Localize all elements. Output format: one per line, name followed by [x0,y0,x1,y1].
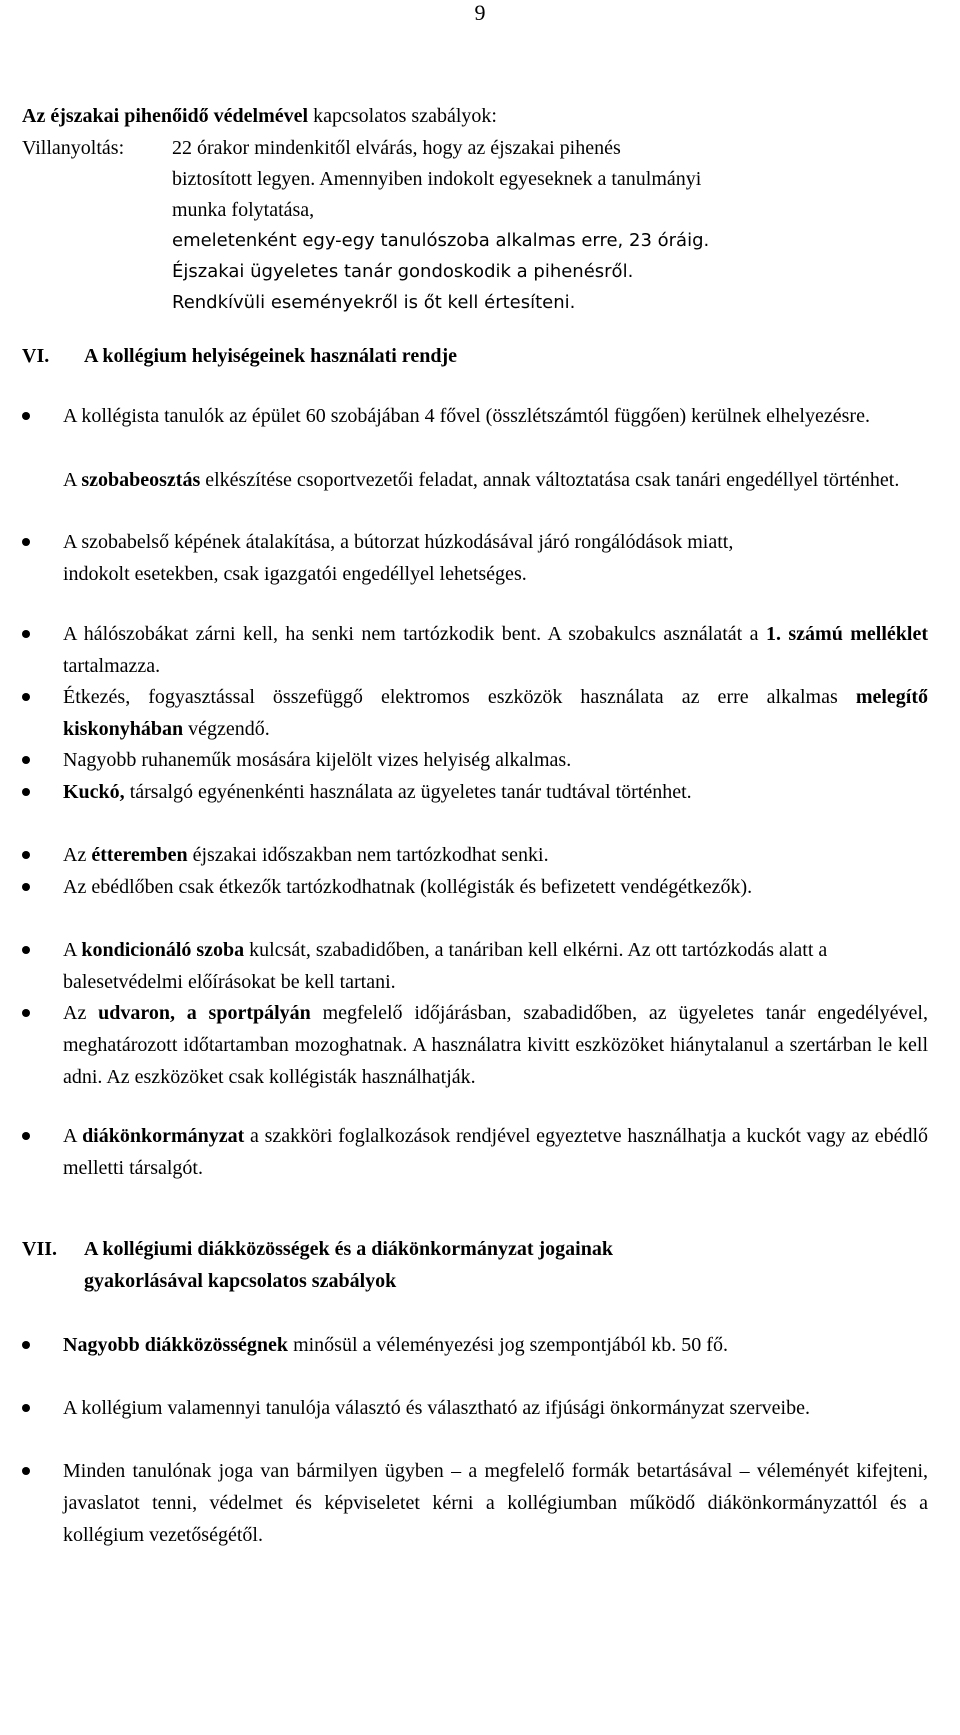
bullet-icon [22,883,30,891]
item-text: éjszakai időszakban nem tartózkodhat senki. [187,844,549,866]
item-text: minősül a véleményezési jog szempontjából kb. 50 fő. [288,1334,728,1356]
item-text: megfelelő időjárásban, szabadidőben, az ügyeletes tanár engedélyével, meghatározott időtartamban mozoghatnak. A használatra kivitt eszközöket hiánytalanul a szertárban le kell adni. Az eszközöket csak kollégisták használhatják. [63,1002,928,1088]
page-number: 9 [474,0,486,25]
item-text: a szakköri foglalkozások rendjével egyeztetve használhatja a kuckót vagy az ebédlő melletti társalgót. [63,1125,929,1179]
item-text: A hálószobákat zárni kell, ha senki nem tartózkodik bent. A szobakulcs asználatát a [63,623,766,645]
list-item [63,997,928,1093]
list-item [63,464,928,496]
item-text: A [63,1125,83,1147]
night-line-5: Éjszakai ügyeletes tanár gondoskodik a pihenésről. [172,261,634,282]
item-bold: szobabeosztás [81,469,201,491]
bullet-icon [22,1009,30,1017]
bullet-icon [22,538,30,546]
item-text: Az [63,1002,99,1024]
item-text: társalgó egyénenkénti használata az ügyeletes tanár tudtával történhet. [124,781,692,803]
bullet-icon [22,630,30,638]
bullet-icon [22,693,30,701]
bullet-icon [22,1341,30,1349]
item-bold: melegítő kiskonyhában [63,686,928,740]
list-item [63,1120,928,1184]
bullet-icon [22,1467,30,1475]
section-7-number: VII. [22,1238,58,1260]
list-item: Nagyobb ruhaneműk mosására kijelölt vizes helyiség alkalmas. [63,749,572,771]
item-text: A [63,469,82,491]
list-item [63,1329,928,1361]
section-6-number: VI. [22,345,50,367]
list-item: A kollégista tanulók az épület 60 szobájában 4 fővel (összlétszámtól függően) kerülnek elhelyezésre. [63,405,870,427]
bullet-icon [22,412,30,420]
bullet-icon [22,1404,30,1412]
night-heading-bold: Az éjszakai pihenőidő védelmével [22,105,309,127]
item-text: A [63,939,82,961]
item-bold: diákönkormányzat [82,1125,245,1147]
item-bold: étteremben [91,844,188,866]
item-text: kulcsát, szabadidőben, a tanáriban kell elkérni. Az ott tartózkodás alatt a balesetvédelmi előírásokat be kell tartani. [63,939,828,993]
item-text: elkészítése csoportvezetői feladat, annak változtatása csak tanári engedéllyel történhet. [200,469,900,491]
item-bold: kondicionáló szoba [81,939,245,961]
section-6-title: A kollégium helyiségeinek használati rendje [84,345,457,367]
night-line-3: munka folytatása, [172,199,315,221]
item-bold: 1. számú melléklet [765,623,928,645]
lights-out-label: Villanyoltás: [22,137,125,159]
section-7-title-line-1: A kollégiumi diákközösségek és a diákönkormányzat jogainak [84,1238,613,1260]
item-text: tartalmazza. [63,655,161,677]
list-item [63,618,928,682]
list-item: Minden tanulónak joga van bármilyen ügyben – a megfelelő formák betartásával – véleményét kifejteni, javaslatot tenni, védelmet és képviseletet kérni a kollégiumban működő diákönkormányzattól és a kollégium vezetőségétől. [63,1460,928,1546]
bullet-icon [22,756,30,764]
night-line-1: 22 órakor mindenkitől elvárás, hogy az éjszakai pihenés [172,137,621,159]
list-item [63,934,928,998]
item-text: Az [63,844,92,866]
item-bold: udvaron, a sportpályán [98,1002,311,1024]
list-item [63,681,928,745]
bullet-icon [22,851,30,859]
item-text: végzendő. [183,718,270,740]
list-item: A szobabelső képének átalakítása, a bútorzat húzkodásával járó rongálódások miatt, indokolt esetekben, csak igazgatói engedéllyel lehetséges. [63,531,734,585]
night-line-4: emeletenként egy-egy tanulószoba alkalmas erre, 23 óráig. [172,230,710,251]
item-text: Étkezés, fogyasztással összefüggő elektromos eszközök használata az erre alkalmas [63,686,856,708]
list-item: A kollégium valamennyi tanulója választó és választható az ifjúsági önkormányzat szerveibe. [63,1397,810,1419]
night-line-2: biztosított legyen. Amennyiben indokolt egyeseknek a tanulmányi [172,168,702,190]
bullet-icon [22,788,30,796]
item-bold: Kuckó, [63,781,125,803]
bullet-icon [22,1132,30,1140]
item-bold: Nagyobb diákközösségnek [63,1334,289,1356]
list-item: Az ebédlőben csak étkezők tartózkodhatnak (kollégisták és befizetett vendégétkezők). [63,876,753,898]
night-line-6: Rendkívüli eseményekről is őt kell értesíteni. [172,292,576,313]
list-item [63,839,928,871]
night-heading [22,100,497,132]
night-heading-rest: kapcsolatos szabályok: [308,105,497,127]
bullet-icon [22,946,30,954]
list-item [63,776,928,808]
section-7-title-line-2: gyakorlásával kapcsolatos szabályok [84,1270,397,1292]
